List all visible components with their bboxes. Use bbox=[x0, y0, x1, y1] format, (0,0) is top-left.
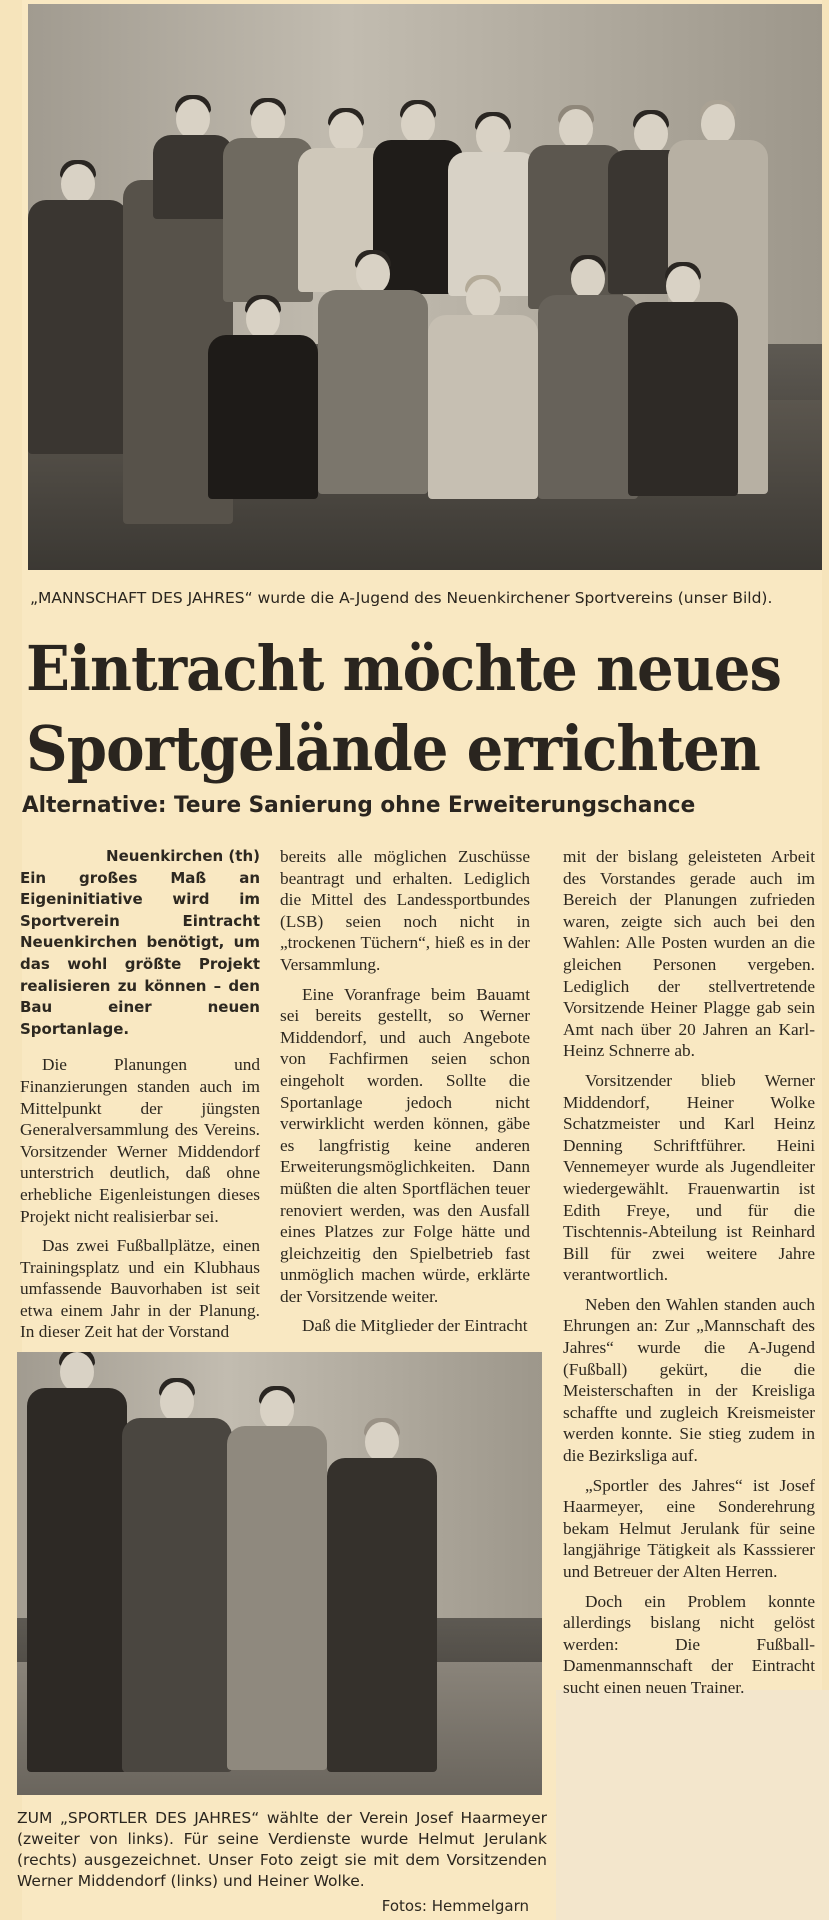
headline-line-1: Eintracht möchte neues bbox=[26, 632, 782, 705]
person bbox=[27, 1352, 127, 1772]
article-column-2 bbox=[280, 846, 530, 1344]
paragraph: Neben den Wahlen standen auch Ehrungen an: Zur „Mannschaft des Jahres“ wurde die A-Jugend (Fußball) gekürt, die die Meisterschaften in der Kreisliga schaffte und zugleich Kreismeister werden konnte. Sie stieg zudem in die Bezirksliga auf. bbox=[563, 1294, 815, 1466]
person bbox=[538, 259, 638, 499]
person bbox=[628, 266, 738, 496]
photo-credit: Fotos: Hemmelgarn bbox=[381, 1897, 529, 1915]
article-lead bbox=[20, 846, 260, 1040]
person bbox=[28, 164, 128, 454]
paper-backing bbox=[556, 1690, 829, 1920]
lead-text: Ein großes Maß an Eigeninitiative wird im Sportverein Eintracht Neuenkirchen benötigt, um das wohl größte Projekt realisieren zu können – den Bau einer neuen Sportanlage. bbox=[20, 868, 260, 1038]
person bbox=[208, 299, 318, 499]
paragraph-continued: bereits alle möglichen Zuschüsse beantragt und erhalten. Lediglich die Mittel des Landessportbundes (LSB) seien noch nicht in „trockenen Tüchern“, hieß es in der Versammlung. bbox=[280, 847, 530, 974]
top-photo-caption: „MANNSCHAFT DES JAHRES“ wurde die A-Jugend des Neuenkirchener Sportvereins (unser Bild). bbox=[30, 589, 773, 607]
article-column-1 bbox=[20, 846, 260, 1344]
paragraph: Daß die Mitglieder der Eintracht bbox=[302, 1316, 528, 1336]
subheadline: Alternative: Teure Sanierung ohne Erweiterungschance bbox=[22, 793, 696, 818]
person bbox=[428, 279, 538, 499]
paragraph: Das zwei Fußballplätze, einen Trainingsplatz und ein Klubhaus umfassende Bauvorhaben ist seit etwa einem Jahr in der Planung. In dieser Zeit hat der Vorstand bbox=[20, 1236, 260, 1342]
article-column-3 bbox=[563, 846, 815, 1697]
team-photo bbox=[28, 4, 822, 570]
person bbox=[448, 116, 538, 296]
person bbox=[318, 254, 428, 494]
dateline: Neuenkirchen (th) bbox=[106, 847, 260, 865]
paragraph: Vorsitzender blieb Werner Middendorf, Heiner Wolke Schatzmeister und Karl Heinz Denning Schriftführer. Heini Vennemeyer wurde als Jugendleiter wiedergewählt. Frauenwartin ist Edith Freye, und für die Tischtennis-Abteilung ist Reinhard Bill für zwei weitere Jahre verantwortlich. bbox=[563, 1070, 815, 1285]
person bbox=[327, 1422, 437, 1772]
paragraph: Eine Voranfrage beim Bauamt sei bereits gestellt, so Werner Middendorf, und auch Angebote von Fachfirmen seien schon eingeholt worden. Sollte die Sportanlage jedoch nicht verwirklicht werden können, gäbe es langfristig keine anderen Erweiterungsmöglichkeiten. Dann müßten die alten Sportflächen teuer renoviert werden, was den Ausfall eines Platzes zur Folge hätte und gleichzeitig den Spielbetrieb fast unmöglich machen würde, erklärte der Vorsitzende weiter. bbox=[280, 984, 530, 1306]
bottom-photo-caption: ZUM „SPORTLER DES JAHRES“ wählte der Verein Josef Haarmeyer (zweiter von links). Für seine Verdienste wurde Helmut Jerulank (rechts) ausgezeichnet. Unser Foto zeigt sie mit dem Vorsitzenden Werner Middendorf (links) und Heiner Wolke. bbox=[17, 1809, 547, 1890]
paragraph: Die Planungen und Finanzierungen standen auch im Mittelpunkt der jüngsten Generalversammlung des Vereins. Vorsitzender Werner Middendorf unterstrich deutlich, daß ohne erhebliche Eigenleistungen dieses Projekt nicht realisierbar sei. bbox=[20, 1055, 260, 1226]
paragraph: Doch ein Problem konnte allerdings bislang nicht gelöst werden: Die Fußball-Damenmannschaft der Eintracht sucht einen neuen Trainer. bbox=[563, 1591, 815, 1697]
person bbox=[153, 99, 233, 219]
paragraph: „Sportler des Jahres“ ist Josef Haarmeyer, eine Sonderehrung bekam Helmut Jerulank für seine langjährige Tätigkeit als Kasssierer und Betreuer der Alten Herren. bbox=[563, 1475, 815, 1581]
sportler-des-jahres-photo bbox=[17, 1352, 542, 1795]
paragraph-continued: mit der bislang geleisteten Arbeit des Vorstandes gerade auch im Bereich der Planungen zufrieden waren, zeigte sich auch bei den Wahlen: Alle Posten wurden an die gleichen Personen vergeben. Lediglich der stellvertretende Vorsitzende Heiner Plagge gab sein Amt nach über 20 Jahren an Karl-Heinz Schnerre ab. bbox=[563, 847, 815, 1061]
person bbox=[227, 1390, 327, 1770]
headline-line-2: Sportgelände errichten bbox=[26, 712, 760, 785]
person bbox=[122, 1382, 232, 1772]
